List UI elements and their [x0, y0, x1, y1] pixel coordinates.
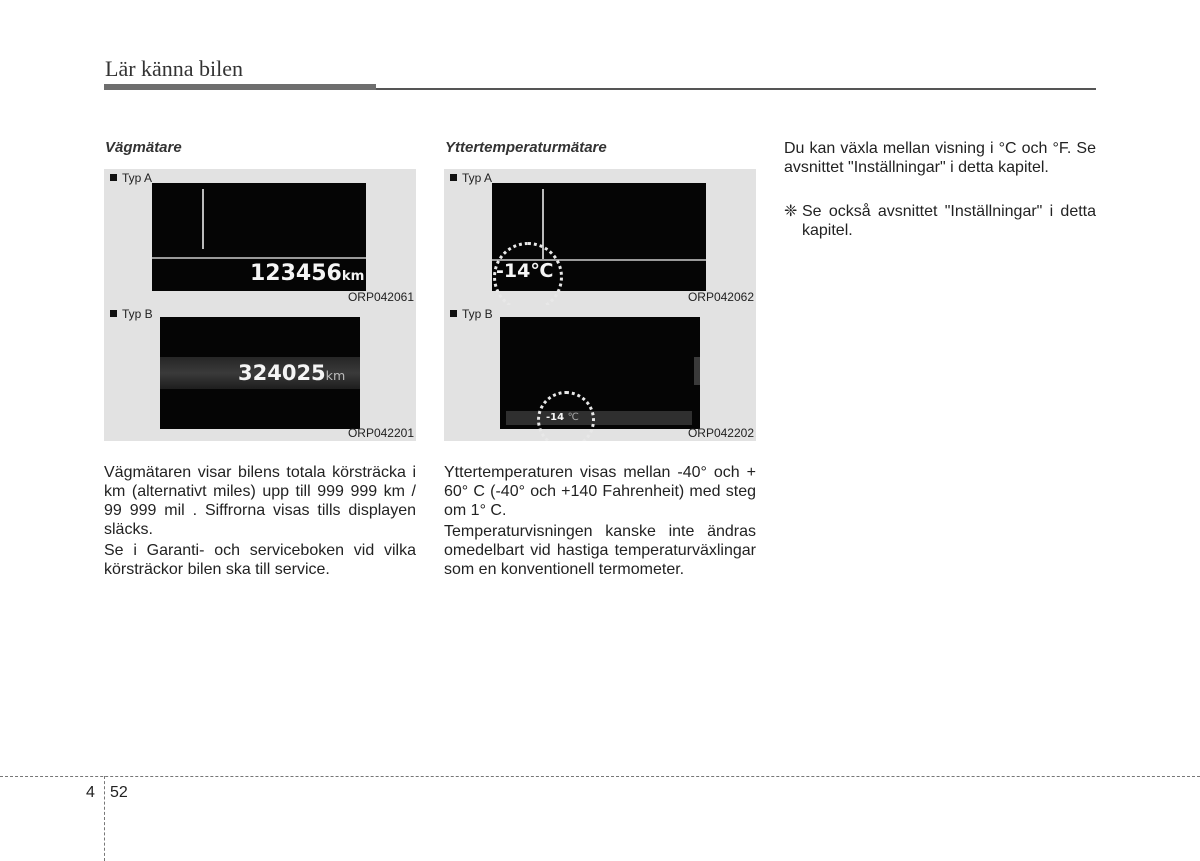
display-divider-line [152, 257, 366, 259]
figure-code: ORP042201 [347, 426, 414, 440]
bullet-square-icon [110, 174, 117, 181]
bullet-square-icon [450, 310, 457, 317]
paragraph: Vägmätaren visar bilens totala körsträcka i km (alternativt miles) upp till 999 999 km / 99 999 mil . Siffrorna visas tills displayen släcks. [104, 464, 416, 538]
display-band [506, 411, 692, 425]
figure-code: ORP042061 [347, 290, 414, 304]
odometer-text [104, 463, 416, 581]
paragraph: Yttertemperaturen visas mellan -40° och + 60° C (-40° och +140 Fahrenheit) med steg om 1° C. [444, 464, 756, 519]
odometer-typ-a-figure [104, 169, 416, 305]
paragraph: Du kan växla mellan visning i °C och °F. Se avsnittet "Inställningar" i detta kapitel. [784, 140, 1096, 176]
section-header-title: Lär känna bilen [105, 56, 244, 81]
odometer-reading: 324025km [238, 361, 346, 385]
figure-label: Typ A [110, 171, 152, 185]
display-edge-bar [694, 357, 700, 385]
figure-label: Typ B [110, 307, 153, 321]
footer-vertical-rule [104, 776, 105, 861]
footer-rule [0, 776, 1200, 777]
outside-temp-heading: Yttertemperaturmätare [445, 139, 607, 156]
figure-code: ORP042062 [687, 290, 754, 304]
figure-label: Typ A [450, 171, 492, 185]
bullet-square-icon [110, 310, 117, 317]
paragraph: Se i Garanti- och serviceboken vid vilka körsträckor bilen ska till service. [104, 542, 416, 578]
cluster-display [500, 317, 700, 429]
odometer-typ-b-figure [104, 305, 416, 441]
odometer-reading: 123456km [250, 261, 365, 286]
paragraph: Temperaturvisningen kanske inte ändras omedelbart vid hastiga temperaturväxlingar som en konventionell termometer. [444, 523, 756, 578]
note-text: Se också avsnittet "Inställningar" i detta kapitel. [802, 203, 1096, 239]
odometer-heading: Vägmätare [105, 139, 182, 156]
header-rule-thin [376, 88, 1096, 90]
note [784, 202, 1096, 242]
bullet-square-icon [450, 174, 457, 181]
cluster-display [160, 317, 360, 429]
outside-temp-typ-b-figure [444, 305, 756, 441]
temperature-reading: -14℃ [496, 260, 554, 282]
header-rule-thick [104, 84, 376, 90]
highlight-circle [493, 242, 563, 305]
display-needle-line [202, 189, 204, 249]
page-number: 52 [110, 784, 128, 801]
temperature-reading: -14 ℃ [546, 412, 579, 423]
outside-temp-text [444, 463, 756, 581]
unit-switch-text [784, 139, 1096, 179]
figure-code: ORP042202 [687, 426, 754, 440]
cluster-display [152, 183, 366, 291]
note-symbol-icon: ❈ [784, 203, 798, 220]
chapter-number: 4 [86, 784, 95, 801]
outside-temp-typ-a-figure [444, 169, 756, 305]
highlight-circle [537, 391, 595, 441]
figure-label: Typ B [450, 307, 493, 321]
